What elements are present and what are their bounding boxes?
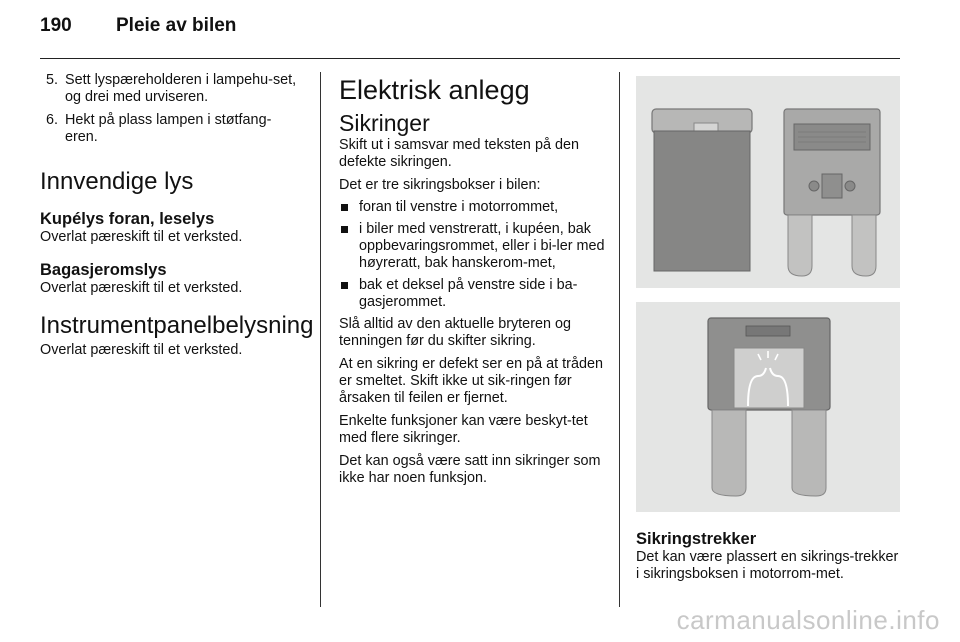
middle-column: [339, 74, 605, 487]
page-header-title: Pleie av bilen: [116, 15, 237, 36]
list-item: [339, 277, 605, 311]
section-title: Sikringstrekker: [636, 530, 757, 548]
left-column: [40, 72, 314, 359]
step-number: 5.: [46, 72, 59, 88]
column-divider-left: [320, 72, 321, 607]
body-text: Enkelte funksjoner kan være beskyt-tet med flere sikringer.: [339, 413, 588, 446]
step-text: Sett lyspæreholderen i lampehu-set, og drei med urviseren.: [65, 72, 297, 105]
right-column-text: [636, 530, 900, 583]
blown-fuse-illustration: [636, 302, 900, 512]
bullet-icon: [341, 226, 348, 233]
body-text: Det er tre sikringsbokser i bilen:: [339, 177, 541, 193]
list-item: [339, 221, 605, 272]
header-rule: [40, 58, 900, 59]
fuse-types-illustration: [636, 76, 900, 288]
body-text: Overlat pæreskift til et verksted.: [40, 280, 243, 296]
list-item-text: i biler med venstreratt, i kupéen, bak oppbevaringsrommet, eller i bi-ler med høyreratt, bak hanskerom-met,: [359, 221, 605, 271]
fuse-icon: [636, 76, 900, 288]
body-text: Skift ut i samsvar med teksten på den defekte sikringen.: [339, 137, 579, 170]
bullet-icon: [341, 282, 348, 289]
body-text: Overlat pæreskift til et verksted.: [40, 342, 243, 358]
step-item: [40, 112, 302, 146]
step-number: 6.: [46, 112, 59, 128]
bullet-icon: [341, 204, 348, 211]
chapter-title: Elektrisk anlegg: [339, 75, 530, 105]
subsection-title: Bagasjeromslys: [40, 261, 167, 279]
step-item: [40, 72, 302, 106]
list-item: [339, 199, 605, 216]
body-text: Det kan være plassert en sikrings-trekker i sikringsboksen i motorrom-met.: [636, 549, 899, 582]
body-text: Slå alltid av den aktuelle bryteren og tenningen før du skifter sikring.: [339, 316, 571, 349]
page-number: 190: [40, 15, 72, 36]
step-text: Hekt på plass lampen i støtfang-eren.: [65, 112, 272, 145]
blown-fuse-icon: [636, 302, 900, 512]
section-title: Innvendige lys: [40, 168, 194, 195]
fusebox-list: [339, 199, 605, 311]
body-text: Det kan også være satt inn sikringer som ikke har noen funksjon.: [339, 453, 601, 486]
body-text: Overlat pæreskift til et verksted.: [40, 229, 243, 245]
section-title: Sikringer: [339, 110, 430, 136]
steps-list: [40, 72, 302, 146]
list-item-text: foran til venstre i motorrommet,: [359, 199, 559, 215]
column-divider-right: [619, 72, 620, 607]
subsection-title: Kupélys foran, leselys: [40, 210, 215, 228]
watermark: carmanualsonline.info: [676, 605, 940, 635]
body-text: At en sikring er defekt ser en på at tråden er smeltet. Skift ikke ut sik-ringen før årsaken til feilen er fjernet.: [339, 356, 603, 406]
section-title: Instrumentpanelbelysning: [40, 312, 314, 339]
list-item-text: bak et deksel på venstre side i ba-gasjerommet.: [359, 277, 578, 310]
